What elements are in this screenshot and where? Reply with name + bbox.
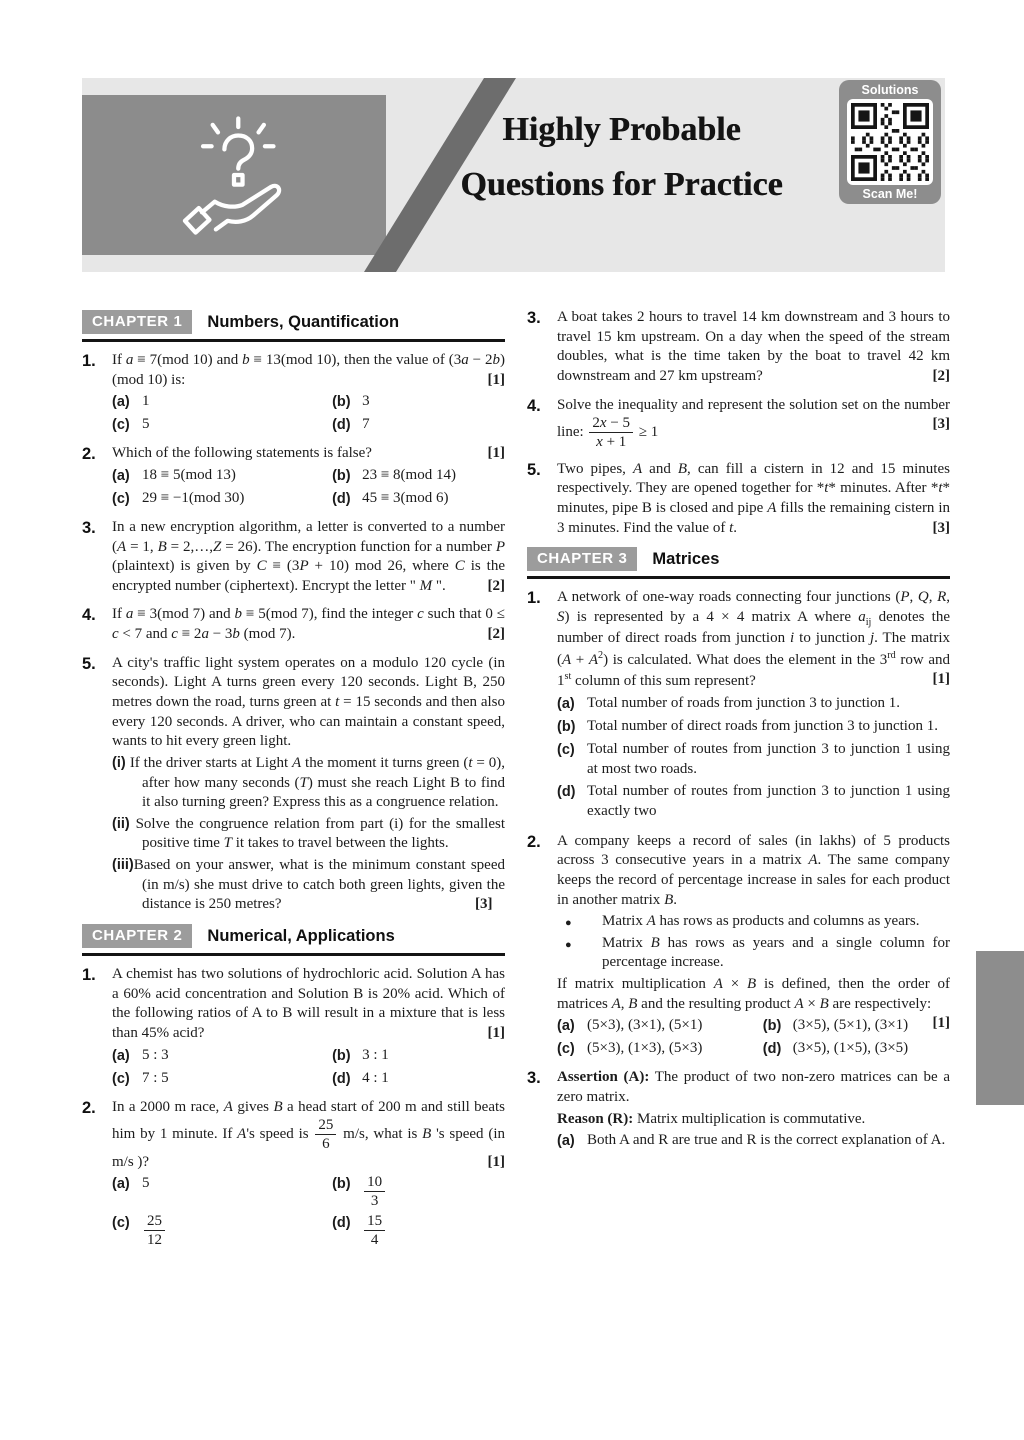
question-number: 2. (82, 1098, 96, 1117)
option-text: Total number of routes from junction 3 to junction 1 using at most two roads. (587, 741, 950, 777)
question (82, 1098, 505, 1250)
option-text: Total number of routes from junction 3 to junction 1 using exactly two (587, 783, 950, 819)
question-body (557, 396, 950, 453)
option-text: 45 ≡ 3(mod 6) (362, 489, 449, 506)
option (557, 694, 950, 714)
marks-badge: [3] (932, 416, 950, 433)
option-label: (c) (557, 742, 575, 759)
option-label: (c) (112, 417, 130, 434)
option (112, 1213, 332, 1248)
option (332, 392, 505, 412)
question-text: Which of the following statements is false? [1] (112, 444, 505, 464)
question-body (112, 654, 505, 917)
question (82, 351, 505, 437)
options (112, 392, 505, 435)
option-label: (a) (112, 1176, 130, 1193)
option (557, 740, 950, 779)
question-number: 5. (527, 460, 541, 479)
page-content (82, 308, 950, 1257)
question-number: 1. (82, 966, 96, 985)
bullet-item (557, 934, 950, 973)
option (332, 1213, 505, 1248)
question-number: 3. (82, 518, 96, 537)
option (332, 489, 505, 509)
option-text: Total number of roads from junction 3 to junction 1. (587, 695, 901, 712)
option-text: 4 : 1 (362, 1069, 389, 1086)
qr-badge (839, 80, 941, 204)
option (112, 466, 332, 486)
option-text: 7 : 5 (142, 1069, 169, 1086)
option-text: 5 (142, 416, 150, 433)
question-text: A company keeps a record of sales (in lakhs) of 5 products across 3 consecutive years in a matrix A. The same company keeps the record of percentage increase in sales for each product in another matrix B. (557, 832, 950, 908)
marks-badge: [3] (932, 519, 950, 536)
question (527, 1068, 950, 1154)
marks-badge: [1] (487, 371, 505, 388)
option (112, 392, 332, 412)
question-number: 1. (82, 352, 96, 370)
subpart: (i) If the driver starts at Light A the moment it turns green (t = 0), after how many seconds (T) must she reach Light B to find it also turning green? Express this as a congruence relation. (112, 754, 505, 811)
option-text: $\frac{10}{3}$ (362, 1174, 505, 1209)
question-text: In a 2000 m race, A gives B a head start of 200 m and still beats him by 1 minute. If A's speed is $\frac{25}{6}$ m/s, what is B 's speed (in m/s )? [1] (112, 1098, 505, 1173)
option-label: (d) (332, 417, 351, 434)
option (557, 1131, 950, 1151)
marks-badge: [1] (932, 671, 950, 688)
question (82, 965, 505, 1091)
question-body (112, 965, 505, 1091)
option-label: (b) (332, 1176, 351, 1193)
options (557, 1016, 925, 1059)
question-number: 4. (527, 396, 541, 415)
subpart: (iii)Based on your answer, what is the minimum constant speed (in m/s) she must drive to catch both green lights, given the distance is 250 metres? [3] (112, 857, 505, 913)
option (332, 466, 505, 486)
options (112, 466, 505, 509)
question-text: A network of one-way roads connecting four junctions (P, Q, R, S) is represented by a 4 × 4 matrix A where $a_{ij}$ denotes the number of direct roads from junction i to junction j. The matrix $(A + A^2)$ is calculated. What does the element in the 3rd row and 1st column of this sum represent? [1] (557, 589, 951, 690)
qr-top-label: Solutions (861, 83, 919, 97)
options (112, 1174, 505, 1248)
option-text: 29 ≡ −1(mod 30) (142, 489, 245, 506)
option (557, 1039, 763, 1059)
option-text: 23 ≡ 8(mod 14) (362, 466, 456, 483)
option-label: (b) (332, 1047, 351, 1064)
option (763, 1039, 925, 1059)
page-title-line1: Highly Probable (502, 111, 741, 148)
option-label: (c) (112, 490, 130, 507)
question-number: 3. (527, 309, 541, 327)
question-number: 1. (527, 589, 541, 608)
option-label: (b) (762, 1018, 782, 1035)
question (527, 460, 950, 541)
option-text: 1 (142, 393, 150, 410)
option-label: (d) (332, 1070, 351, 1087)
option-label: (c) (112, 1214, 130, 1231)
marks-badge: [1] (487, 1153, 505, 1170)
marks-badge: [2] (932, 367, 950, 384)
question-text: Assertion (A): The product of two non-zero matrices can be a zero matrix. (557, 1069, 950, 1105)
option-label: (d) (332, 490, 351, 507)
question-body (112, 351, 505, 437)
option-label: (c) (112, 1070, 130, 1087)
marks-badge: [2] (487, 626, 505, 643)
option-text: 5 (142, 1175, 150, 1192)
question (82, 444, 505, 511)
option-text: Both A and R are true and R is the correct explanation of A. (587, 1132, 946, 1149)
question-body (557, 1068, 950, 1154)
chapter-title: Numerical, Applications (207, 926, 395, 945)
chapter-badge: CHAPTER 2 (82, 924, 192, 948)
question-text: A boat takes 2 hours to travel 14 km downstream and 3 hours to travel 15 km upstream. On a day when the speed of the stream doubles, what is the time taken by the boat to travel 42 km downstream and 27 km upstream? [2] (557, 308, 950, 387)
chapter-title: Matrices (652, 549, 720, 568)
option-text: (5×3), (1×3), (5×3) (587, 1040, 703, 1057)
option-text: 3 : 1 (362, 1046, 389, 1063)
question-body (557, 460, 950, 541)
question-text: If a ≡ 3(mod 7) and b ≡ 5(mod 7), find the integer c such that 0 ≤ c < 7 and c ≡ 2a − 3b (mod 7). [2] (112, 605, 505, 644)
header-banner (82, 78, 945, 272)
option-text: 7 (362, 416, 370, 433)
right-column (527, 308, 950, 1257)
option-text: Total number of direct roads from junction 3 to junction 1. (587, 718, 938, 735)
bullet-text: Matrix A has rows as products and columns as years. (602, 913, 920, 930)
option (112, 489, 332, 509)
chapter-heading (527, 547, 950, 579)
option (763, 1016, 925, 1036)
option-label: (d) (332, 1214, 351, 1231)
question (527, 308, 950, 389)
option-text: 18 ≡ 5(mod 13) (142, 466, 236, 483)
question-body (112, 518, 505, 599)
question-body (112, 444, 505, 511)
chapter-badge: CHAPTER 1 (82, 310, 192, 334)
option (332, 415, 505, 435)
option (557, 717, 950, 737)
option-label: (c) (557, 1041, 575, 1058)
option-label: (a) (557, 696, 575, 713)
chapter-heading (82, 924, 505, 956)
chapter-title: Numbers, Quantification (207, 312, 400, 331)
question-body (112, 1098, 505, 1250)
option-label: (b) (332, 467, 351, 484)
option (112, 415, 332, 435)
question-body (557, 588, 950, 824)
left-column (82, 308, 505, 1257)
bullet-icon: ● (565, 938, 572, 951)
option-text: (3×5), (1×5), (3×5) (792, 1040, 909, 1057)
marks-badge: [1] (487, 445, 505, 462)
question-number: 2. (527, 832, 541, 851)
question-text: Reason (R): Matrix multiplication is commutative. (557, 1110, 866, 1127)
options (557, 1131, 950, 1151)
qr-bottom-label: Scan Me! (862, 186, 918, 201)
bullet-icon: ● (565, 917, 572, 930)
chapter-heading (82, 310, 505, 342)
option (112, 1046, 332, 1066)
question-body (557, 308, 950, 389)
option (557, 782, 950, 821)
options (112, 1046, 505, 1089)
question (82, 654, 505, 917)
options (557, 694, 950, 822)
subpart-label: (i) (112, 754, 130, 771)
option-label: (d) (762, 1041, 782, 1058)
question (527, 396, 950, 453)
option-text: (3×5), (5×1), (3×1) (792, 1017, 909, 1034)
bullet-text: Matrix B has rows as years and a single column for percentage increase. (602, 934, 951, 971)
question-number: 5. (82, 654, 96, 673)
option-label: (a) (112, 394, 130, 411)
option-label: (d) (557, 784, 576, 801)
option-label: (b) (332, 394, 351, 411)
bullet-item (557, 912, 950, 932)
question-text: A chemist has two solutions of hydrochloric acid. Solution A has a 60% acid concentration and Solution B is 20% acid. Which of the following ratios of A to B will result in a mixture that is less than 45% acid? [1] (112, 965, 505, 1044)
question-body (112, 605, 505, 646)
qr-code (847, 99, 933, 185)
subpart-label: (ii) (112, 815, 136, 832)
subpart-label: (iii) (112, 857, 134, 874)
question-number: 3. (527, 1069, 541, 1088)
question-number: 2. (82, 445, 96, 464)
option-text: $\frac{15}{4}$ (362, 1213, 505, 1248)
marks-badge: [1] (932, 1015, 950, 1032)
question-body (557, 832, 950, 1062)
option (112, 1069, 332, 1089)
option-text: $\frac{25}{12}$ (142, 1213, 332, 1248)
question (527, 588, 950, 824)
marks-badge: [2] (487, 577, 505, 594)
option-label: (a) (557, 1133, 575, 1150)
question (82, 518, 505, 599)
page-title (420, 102, 823, 212)
option-text: 3 (362, 393, 370, 410)
option-label: (a) (557, 1018, 575, 1035)
question (82, 605, 505, 646)
option (332, 1174, 505, 1209)
question-text: If matrix multiplication A × B is defined, then the order of matrices A, B and the resulting product A × B are respectively: [1] (557, 975, 950, 1014)
marks-badge: [1] (487, 1024, 505, 1041)
question (527, 832, 950, 1062)
page-edge-tab (976, 951, 1024, 1105)
question-number: 4. (82, 606, 96, 625)
question-text: If a ≡ 7(mod 10) and b ≡ 13(mod 10), then the value of (3a − 2b)(mod 10) is: [1] (112, 351, 505, 390)
question-text: Two pipes, A and B, can fill a cistern in 12 and 15 minutes respectively. They are opened together for *t* minutes. After *t* minutes, pipe B is closed and pipe A fills the remaining cistern in 3 minutes. Find the value of t. [3] (557, 460, 950, 539)
option (557, 1016, 763, 1036)
question-text: In a new encryption algorithm, a letter is converted to a number (A = 1, B = 2,…,Z = 26). The encryption function for a number P (plaintext) is given by C ≡ (3P + 10) mod 26, where C is the encrypted number (ciphertext). Encrypt the letter " M ". [2] (112, 518, 505, 597)
option (112, 1174, 332, 1209)
option-label: (a) (112, 1047, 130, 1064)
chapter-badge: CHAPTER 3 (527, 547, 637, 571)
option-label: (a) (112, 467, 130, 484)
option (332, 1046, 505, 1066)
option-text: (5×3), (3×1), (5×1) (587, 1017, 703, 1034)
question-text: A city's traffic light system operates on a modulo 120 cycle (in seconds). Light A turns green every 120 seconds. Light B, 250 metres down the road, turns green at t = 15 seconds and then also every 120 seconds. A driver, who can maintain a constant speed, wants to hit every green light. (112, 654, 505, 750)
page-title-line2: Questions for Practice (460, 166, 783, 204)
subpart: (ii) Solve the congruence relation from part (i) for the smallest positive time T it takes to travel between the lights. (112, 815, 505, 852)
question-text: Solve the inequality and represent the solution set on the number line: $\frac{2x - 5}{x + 1}$ ≥ 1 [3] (557, 396, 950, 451)
option-label: (b) (557, 719, 576, 736)
option-text: 5 : 3 (142, 1046, 169, 1063)
option (332, 1069, 505, 1089)
